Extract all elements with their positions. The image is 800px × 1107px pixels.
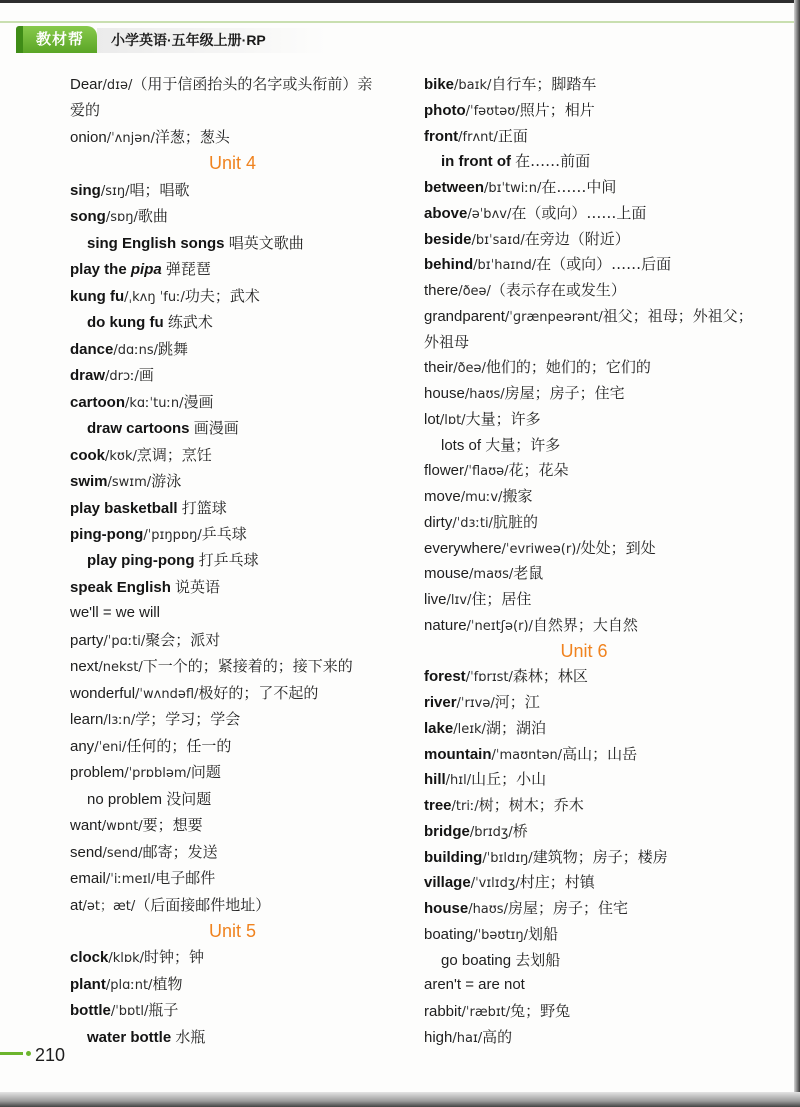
meaning: 建筑物；房子；楼房 bbox=[532, 847, 668, 866]
vocab-entry bbox=[424, 201, 744, 225]
vocab-entry bbox=[70, 72, 395, 96]
phonetic: /drɔː/ bbox=[105, 369, 139, 385]
headword: water bottle bbox=[87, 1028, 172, 1046]
vocab-entry bbox=[70, 204, 395, 228]
headword: everywhere bbox=[424, 539, 502, 557]
headword: village bbox=[424, 874, 471, 892]
meaning: 歌曲 bbox=[137, 207, 168, 226]
phonetic: /əˈbʌv/ bbox=[467, 206, 512, 222]
meaning: （用于信函抬头的名字或头衔前）亲 bbox=[132, 75, 373, 93]
vocab-entry bbox=[424, 355, 744, 379]
meaning: 练武术 bbox=[167, 313, 213, 332]
vocab-entry bbox=[70, 893, 395, 917]
phonetic: /ˈɡrænpeərənt/ bbox=[504, 309, 603, 325]
vocab-entry bbox=[424, 98, 744, 122]
meaning: 打乒乓球 bbox=[198, 551, 259, 570]
book-title: 小学英语·五年级上册·RP bbox=[111, 32, 266, 48]
meaning: 功夫；武术 bbox=[184, 286, 260, 305]
meaning: 要；想要 bbox=[142, 816, 203, 835]
headword: nature bbox=[424, 616, 467, 634]
meaning: 弹琵琶 bbox=[165, 260, 211, 279]
phonetic: /ˈvɪlɪdʒ/ bbox=[470, 876, 520, 892]
phonetic: /ˈwʌndəfl/ bbox=[135, 686, 199, 702]
vocab-entry bbox=[424, 561, 744, 585]
vocab-entry bbox=[424, 819, 744, 843]
headword: flower bbox=[424, 462, 465, 480]
headword: mountain bbox=[424, 745, 492, 763]
headword: live bbox=[424, 591, 447, 608]
meaning: 森林；林区 bbox=[512, 667, 588, 686]
meaning: 游泳 bbox=[151, 472, 182, 491]
meaning: 湖；湖泊 bbox=[485, 718, 546, 737]
headword: high bbox=[424, 1028, 453, 1046]
vocab-entry bbox=[70, 628, 395, 652]
headword: draw bbox=[70, 367, 106, 385]
meaning: 大量；许多 bbox=[465, 409, 541, 428]
meaning: 水瓶 bbox=[175, 1027, 206, 1046]
headword: learn bbox=[70, 711, 104, 729]
vocab-entry bbox=[424, 896, 744, 920]
phonetic: /dɑːns/ bbox=[113, 342, 159, 358]
headword: do kung fu bbox=[87, 314, 164, 332]
headword: lots of bbox=[441, 436, 482, 454]
headword: go boating bbox=[441, 951, 512, 969]
page-number-marker-bar bbox=[0, 1052, 23, 1055]
meaning: 自然界；大自然 bbox=[532, 615, 638, 634]
phrase-entry bbox=[70, 416, 395, 440]
headword: play the bbox=[70, 261, 127, 279]
headword: above bbox=[424, 204, 468, 222]
phrase-entry bbox=[70, 787, 395, 811]
headword: draw cartoons bbox=[87, 420, 190, 438]
meaning: （后面接邮件地址） bbox=[135, 895, 271, 914]
phonetic: /ˈneɪtʃə(r)/ bbox=[466, 618, 533, 634]
scan-edge-bottom bbox=[0, 1092, 800, 1107]
meaning: 房屋；房子；住宅 bbox=[504, 384, 625, 402]
vocab-entry bbox=[70, 601, 395, 625]
headword: swim bbox=[70, 473, 108, 491]
brand-tab: 教材帮 bbox=[23, 26, 97, 53]
phrase-entry bbox=[70, 231, 395, 255]
phonetic: /ˈprɒbləm/ bbox=[124, 766, 191, 782]
phonetic: /ðeə/ bbox=[458, 284, 491, 299]
headword: beside bbox=[424, 230, 472, 248]
headword: forest bbox=[424, 668, 466, 686]
page-number-marker-dot bbox=[26, 1051, 31, 1056]
vocab-entry bbox=[424, 278, 744, 302]
meaning: 跳舞 bbox=[158, 339, 189, 358]
vocab-entry bbox=[424, 252, 744, 276]
vocab-entry bbox=[70, 998, 395, 1022]
meaning: 在……前面 bbox=[515, 152, 591, 171]
vocab-entry bbox=[424, 536, 744, 560]
meaning: （表示存在或发生） bbox=[490, 281, 626, 299]
phonetic: /wɒnt/ bbox=[101, 819, 143, 835]
meaning: 去划船 bbox=[515, 950, 561, 969]
phonetic: /maʊs/ bbox=[469, 567, 514, 583]
meaning: 正面 bbox=[497, 126, 528, 145]
phonetic: /send/ bbox=[102, 845, 143, 861]
vocab-column-left bbox=[70, 72, 395, 1049]
phonetic: /ˌkʌŋ ˈfuː/ bbox=[124, 289, 185, 305]
header-rule bbox=[0, 21, 794, 23]
headword: at bbox=[70, 896, 83, 914]
meaning: 画漫画 bbox=[193, 419, 239, 438]
vocab-entry bbox=[70, 866, 395, 890]
meaning: 山丘；小山 bbox=[471, 770, 547, 789]
vocab-entry bbox=[70, 972, 395, 996]
vocab-entry bbox=[70, 945, 395, 969]
phonetic: /ˈræbɪt/ bbox=[461, 1005, 511, 1020]
headword: house bbox=[424, 900, 469, 917]
vocab-entry bbox=[424, 510, 744, 534]
vocab-entry bbox=[424, 72, 744, 96]
headword: aren't = are not bbox=[424, 976, 525, 994]
vocab-entry bbox=[424, 613, 744, 637]
headword: in front of bbox=[441, 153, 511, 171]
headword: want bbox=[70, 817, 102, 835]
headword: lot bbox=[424, 410, 440, 428]
vocab-entry bbox=[70, 284, 395, 308]
vocab-entry bbox=[70, 390, 395, 414]
meaning: 洋葱；葱头 bbox=[154, 127, 230, 146]
meaning: 瓶子 bbox=[148, 1001, 179, 1020]
meaning: 祖父；祖母；外祖父； bbox=[602, 306, 753, 325]
vocab-entry bbox=[70, 707, 395, 731]
headword: onion bbox=[70, 128, 107, 146]
phonetic: /klɒk/ bbox=[108, 951, 145, 967]
vocab-entry bbox=[70, 257, 395, 281]
scan-edge-top bbox=[0, 0, 800, 3]
phonetic: /kʊk/ bbox=[105, 448, 137, 464]
phonetic: /ˈbɒtl/ bbox=[110, 1004, 149, 1020]
vocab-entry bbox=[424, 484, 744, 508]
phonetic: /ˈeni/ bbox=[94, 739, 127, 755]
meaning: 问题 bbox=[190, 763, 221, 782]
headword: speak English bbox=[70, 578, 171, 596]
meaning: 任何的；任一的 bbox=[126, 736, 232, 755]
vocab-entry bbox=[424, 999, 744, 1023]
phonetic: /muːv/ bbox=[460, 490, 503, 505]
phonetic: /dɪə/ bbox=[102, 78, 133, 93]
vocab-entry bbox=[70, 469, 395, 493]
phonetic: /haʊs/ bbox=[464, 387, 505, 402]
meaning: 时钟；钟 bbox=[144, 948, 205, 967]
phonetic: /sɒŋ/ bbox=[105, 210, 138, 226]
headword: photo bbox=[424, 101, 466, 119]
phrase-entry bbox=[70, 548, 395, 572]
brand-tab-accent bbox=[16, 26, 23, 53]
meaning: 外祖母 bbox=[424, 332, 470, 351]
headword: bottle bbox=[70, 1002, 111, 1020]
meaning: 树；树木；乔木 bbox=[478, 796, 584, 814]
meaning: 高的 bbox=[482, 1027, 513, 1046]
vocab-entry bbox=[70, 840, 395, 864]
headword: lake bbox=[424, 719, 454, 737]
vocab-entry bbox=[424, 1025, 744, 1049]
phonetic: /swɪm/ bbox=[107, 475, 152, 491]
meaning: 电子邮件 bbox=[155, 869, 216, 888]
phonetic: /lɜːn/ bbox=[103, 713, 136, 729]
headword: sing bbox=[70, 181, 101, 199]
meaning: 住；居住 bbox=[471, 590, 532, 608]
meaning: 照片；相片 bbox=[519, 100, 595, 119]
phonetic: /ˈfɒrɪst/ bbox=[465, 670, 513, 686]
headword: dirty bbox=[424, 513, 453, 531]
vocab-entry bbox=[70, 522, 395, 546]
headword: plant bbox=[70, 975, 106, 993]
phonetic: /nekst/ bbox=[98, 660, 143, 676]
phonetic: /lɪv/ bbox=[446, 593, 472, 608]
vocab-entry bbox=[424, 304, 753, 328]
meaning: 村庄；村镇 bbox=[519, 873, 595, 892]
headword: problem bbox=[70, 764, 125, 782]
phrase-entry bbox=[424, 948, 744, 972]
headword: house bbox=[424, 385, 465, 402]
headword: boating bbox=[424, 925, 474, 943]
headword: mouse bbox=[424, 565, 470, 583]
headword: party bbox=[70, 631, 104, 649]
headword: dance bbox=[70, 340, 114, 358]
phonetic: /ˈrɪvə/ bbox=[456, 696, 495, 711]
phonetic: /ət；æt/ bbox=[82, 898, 136, 914]
vocab-entry bbox=[70, 760, 395, 784]
phonetic: /ˈfəʊtəʊ/ bbox=[465, 103, 520, 119]
phonetic: /ˈiːmeɪl/ bbox=[105, 872, 156, 888]
headword: next bbox=[70, 658, 99, 676]
vocab-entry bbox=[70, 575, 395, 599]
phonetic: /ðeə/ bbox=[453, 361, 486, 377]
meaning: 极好的；了不起的 bbox=[198, 683, 319, 702]
meaning: 唱；唱歌 bbox=[129, 180, 190, 199]
meaning: 搬家 bbox=[502, 487, 533, 505]
meaning: 处处；到处 bbox=[580, 538, 656, 557]
meaning: 在（或向）……上面 bbox=[511, 203, 647, 222]
headword: we'll = we will bbox=[70, 604, 160, 622]
phrase-entry bbox=[70, 310, 395, 334]
vocab-entry bbox=[70, 681, 395, 705]
vocab-entry bbox=[424, 690, 744, 714]
vocab-entry-continued bbox=[424, 330, 744, 354]
meaning: 划船 bbox=[528, 924, 559, 943]
unit-heading: Unit 4 bbox=[208, 153, 257, 174]
meaning: 桥 bbox=[512, 821, 528, 840]
headword: grandparent bbox=[424, 307, 505, 325]
vocab-column-right bbox=[424, 72, 753, 1049]
vocab-entry bbox=[424, 175, 744, 199]
meaning: 打篮球 bbox=[181, 498, 227, 517]
vocab-entry bbox=[70, 178, 395, 202]
meaning: 植物 bbox=[152, 974, 183, 993]
meaning: 没问题 bbox=[166, 789, 212, 808]
meaning: 河；江 bbox=[494, 693, 540, 711]
phonetic: /frʌnt/ bbox=[458, 129, 498, 145]
meaning: 画 bbox=[138, 366, 154, 385]
headword: song bbox=[70, 208, 106, 226]
headword: tree bbox=[424, 797, 452, 814]
vocab-entry bbox=[424, 716, 744, 740]
headword: play ping-pong bbox=[87, 552, 195, 570]
vocab-entry bbox=[424, 793, 744, 817]
phonetic: /haʊs/ bbox=[468, 902, 508, 917]
vocab-entry bbox=[424, 458, 744, 482]
headword-italic: pipa bbox=[130, 261, 162, 279]
phrase-entry bbox=[70, 1025, 395, 1049]
headword: send bbox=[70, 843, 103, 861]
headword: no problem bbox=[87, 790, 163, 808]
headword: building bbox=[424, 848, 483, 866]
vocab-entry bbox=[70, 363, 395, 387]
headword: clock bbox=[70, 949, 109, 967]
vocab-entry bbox=[424, 227, 744, 251]
headword: between bbox=[424, 179, 485, 196]
unit-heading: Unit 5 bbox=[208, 921, 257, 941]
vocab-entry bbox=[424, 381, 744, 405]
vocab-entry bbox=[424, 664, 744, 688]
phonetic: /hɪl/ bbox=[445, 773, 472, 789]
phonetic: /ˈdɜːti/ bbox=[452, 515, 493, 531]
vocab-entry bbox=[424, 922, 744, 946]
phonetic: /brɪdʒ/ bbox=[469, 824, 513, 840]
meaning: 在（或向）……后面 bbox=[536, 255, 672, 274]
phonetic: /ˈbɪldɪŋ/ bbox=[482, 850, 533, 866]
phonetic: /ˈbəʊtɪŋ/ bbox=[473, 927, 528, 943]
phonetic: /ˈpɑːti/ bbox=[103, 633, 146, 649]
meaning: 乒乓球 bbox=[201, 524, 247, 543]
vocab-entry bbox=[424, 767, 744, 791]
meaning: 唱英文歌曲 bbox=[228, 233, 304, 252]
headword: move bbox=[424, 488, 461, 505]
phrase-entry bbox=[424, 433, 744, 457]
meaning: 聚会；派对 bbox=[145, 630, 221, 649]
meaning: 邮寄；发送 bbox=[142, 842, 218, 861]
phonetic: /kɑːˈtuːn/ bbox=[125, 395, 184, 411]
headword: cartoon bbox=[70, 393, 126, 411]
headword: Dear bbox=[70, 76, 103, 93]
phonetic: /bɪˈhaɪnd/ bbox=[473, 258, 537, 274]
phonetic: /triː/ bbox=[451, 799, 479, 814]
headword: bike bbox=[424, 76, 455, 93]
meaning: 说英语 bbox=[175, 577, 221, 596]
headword: wonderful bbox=[70, 684, 136, 702]
vocab-entry bbox=[70, 496, 395, 520]
meaning: 高山；山岳 bbox=[562, 744, 638, 763]
vocab-entry bbox=[424, 870, 744, 894]
meaning: 兔；野兔 bbox=[510, 1002, 571, 1020]
phonetic: /bɪˈsaɪd/ bbox=[471, 232, 525, 248]
headword: play basketball bbox=[70, 499, 178, 517]
meaning: 房屋；房子；住宅 bbox=[507, 899, 628, 917]
phonetic: /sɪŋ/ bbox=[100, 183, 130, 199]
headword: front bbox=[424, 127, 459, 145]
meaning: 漫画 bbox=[183, 392, 214, 411]
meaning: 烹调；烹饪 bbox=[136, 445, 212, 464]
vocab-entry bbox=[424, 973, 744, 997]
meaning: 老鼠 bbox=[513, 564, 544, 583]
phonetic: /bɪˈtwiːn/ bbox=[484, 181, 542, 196]
meaning: 学；学习；学会 bbox=[135, 710, 241, 729]
page-number: 210 bbox=[35, 1045, 66, 1065]
meaning: 爱的 bbox=[70, 101, 101, 120]
headword: bridge bbox=[424, 822, 470, 840]
phonetic: /ˈevriweə(r)/ bbox=[501, 541, 581, 557]
phonetic: /baɪk/ bbox=[454, 78, 492, 93]
headword: any bbox=[70, 737, 95, 755]
phonetic: /ˈʌnjən/ bbox=[106, 130, 155, 146]
meaning: 在……中间 bbox=[541, 178, 617, 196]
unit-heading: Unit 6 bbox=[560, 640, 608, 661]
headword: behind bbox=[424, 256, 474, 274]
vocab-entry bbox=[70, 337, 395, 361]
headword: there bbox=[424, 282, 459, 299]
meaning: 花；花朵 bbox=[508, 461, 569, 480]
headword: email bbox=[70, 870, 106, 888]
phrase-entry bbox=[424, 149, 744, 173]
vocab-entry bbox=[424, 124, 744, 148]
phonetic: /lɒt/ bbox=[439, 412, 466, 428]
phonetic: /plɑːnt/ bbox=[105, 977, 153, 993]
scan-edge-right bbox=[794, 0, 800, 1107]
headword: river bbox=[424, 694, 457, 711]
vocab-entry bbox=[424, 742, 744, 766]
headword: ping-pong bbox=[70, 525, 144, 543]
phonetic: /ˈmaʊntən/ bbox=[491, 747, 563, 763]
vocab-entry bbox=[424, 845, 744, 869]
phonetic: /leɪk/ bbox=[453, 721, 486, 737]
meaning: 肮脏的 bbox=[492, 512, 538, 531]
vocab-entry bbox=[70, 734, 395, 758]
headword: rabbit bbox=[424, 1003, 462, 1020]
meaning: 下一个的；紧接着的；接下来的 bbox=[142, 657, 353, 676]
phonetic: /ˈpɪŋpɒŋ/ bbox=[143, 527, 202, 543]
headword: their bbox=[424, 359, 454, 377]
phonetic: /ˈflaʊə/ bbox=[464, 464, 509, 480]
meaning: 大量；许多 bbox=[485, 435, 561, 454]
headword: sing English songs bbox=[87, 234, 225, 252]
meaning: 在旁边（附近） bbox=[524, 229, 630, 248]
meaning: 他们的；她们的；它们的 bbox=[485, 358, 651, 377]
vocab-entry bbox=[70, 813, 395, 837]
headword: kung fu bbox=[70, 287, 125, 305]
headword: cook bbox=[70, 446, 106, 464]
vocab-entry bbox=[424, 407, 744, 431]
vocab-entry bbox=[70, 125, 395, 149]
vocab-entry-continued bbox=[70, 98, 395, 122]
vocab-entry bbox=[70, 443, 395, 467]
vocab-entry bbox=[424, 587, 744, 611]
meaning: 自行车；脚踏车 bbox=[491, 75, 597, 93]
headword: hill bbox=[424, 771, 446, 789]
phonetic: /haɪ/ bbox=[452, 1030, 483, 1046]
vocab-entry bbox=[70, 654, 395, 678]
